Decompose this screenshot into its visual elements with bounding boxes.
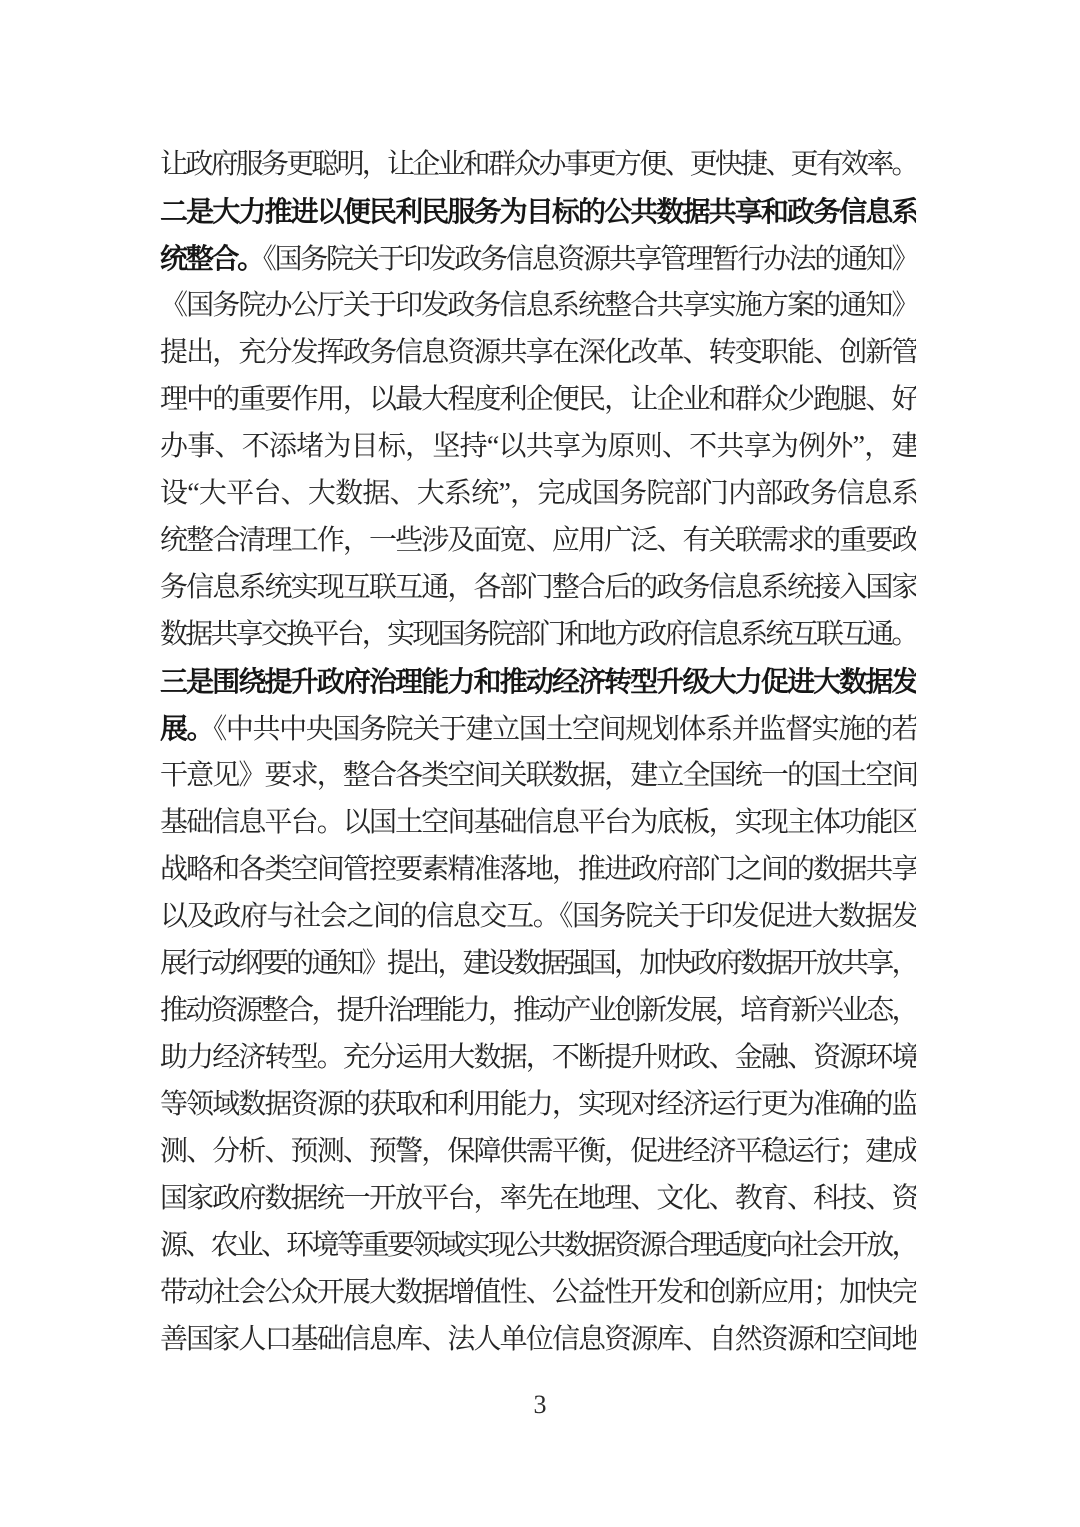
text-segment: 测、分析、预测、预警，保障供需平衡，促进经济平稳运行；建成 bbox=[160, 1136, 916, 1167]
text-segment: 推动资源整合，提升治理能力，推动产业创新发展，培育新兴业态， bbox=[160, 995, 916, 1026]
text-segment: 国家政府数据统一开放平台，率先在地理、文化、教育、科技、资 bbox=[160, 1183, 916, 1214]
text-line bbox=[160, 1222, 916, 1269]
text-segment: 理中的重要作用，以最大程度利企便民，让企业和群众少跑腿、好 bbox=[160, 384, 916, 415]
text-segment: 《国务院关于印发政务信息资源共享管理暂行办法的通知》 bbox=[262, 244, 916, 275]
text-segment: 设“大平台、大数据、大系统”，完成国务院部门内部政务信息系 bbox=[160, 478, 916, 509]
text-segment: 数据共享交换平台，实现国务院部门和地方政府信息系统互联互通。 bbox=[160, 619, 916, 650]
text-segment: 展行动纲要的通知》提出，建设数据强国，加快政府数据开放共享， bbox=[160, 948, 916, 979]
bold-heading-segment: 统整合。 bbox=[160, 243, 263, 274]
text-line bbox=[160, 1269, 916, 1316]
text-segment: 统整合清理工作，一些涉及面宽、应用广泛、有关联需求的重要政 bbox=[160, 525, 916, 556]
text-line bbox=[160, 470, 916, 517]
text-line bbox=[160, 611, 916, 658]
text-segment: 《国务院办公厅关于印发政务信息系统整合共享实施方案的通知》 bbox=[160, 290, 916, 321]
text-line bbox=[160, 564, 916, 611]
text-line bbox=[160, 376, 916, 423]
text-line bbox=[160, 987, 916, 1034]
document-body bbox=[160, 141, 916, 1363]
text-line bbox=[160, 705, 916, 752]
text-line bbox=[160, 658, 916, 705]
text-line bbox=[160, 235, 916, 282]
text-segment: 让政府服务更聪明，让企业和群众办事更方便、更快捷、更有效率。 bbox=[160, 149, 916, 180]
text-line bbox=[160, 423, 916, 470]
text-segment: 务信息系统实现互联互通，各部门整合后的政务信息系统接入国家 bbox=[160, 572, 916, 603]
text-segment: 战略和各类空间管控要素精准落地，推进政府部门之间的数据共享 bbox=[160, 854, 916, 885]
text-line bbox=[160, 1081, 916, 1128]
text-line bbox=[160, 282, 916, 329]
page-number: 3 bbox=[533, 1390, 547, 1419]
text-segment: 以及政府与社会之间的信息交互。《国务院关于印发促进大数据发 bbox=[160, 901, 916, 932]
bold-heading-segment: 三是围绕提升政府治理能力和推动经济转型升级大力促进大数据发 bbox=[160, 666, 916, 697]
text-line bbox=[160, 1034, 916, 1081]
text-segment: 办事、不添堵为目标，坚持“以共享为原则、不共享为例外”，建 bbox=[160, 431, 916, 462]
text-segment: 助力经济转型。充分运用大数据，不断提升财政、金融、资源环境 bbox=[160, 1042, 916, 1073]
text-line bbox=[160, 188, 916, 235]
text-line bbox=[160, 1175, 916, 1222]
bold-heading-segment: 展。 bbox=[160, 713, 214, 744]
bold-heading-segment: 二是大力推进以便民利民服务为目标的公共数据共享和政务信息系 bbox=[160, 196, 916, 227]
text-line bbox=[160, 141, 916, 188]
text-line bbox=[160, 846, 916, 893]
text-segment: 源、农业、环境等重要领域实现公共数据资源合理适度向社会开放， bbox=[160, 1230, 916, 1261]
text-line bbox=[160, 940, 916, 987]
text-line bbox=[160, 329, 916, 376]
text-line bbox=[160, 752, 916, 799]
text-segment: 带动社会公众开展大数据增值性、公益性开发和创新应用；加快完 bbox=[160, 1277, 916, 1308]
text-segment: 《中共中央国务院关于建立国土空间规划体系并监督实施的若 bbox=[213, 714, 916, 745]
page-footer bbox=[0, 1390, 1080, 1420]
text-line bbox=[160, 517, 916, 564]
text-line bbox=[160, 799, 916, 846]
text-segment: 善国家人口基础信息库、法人单位信息资源库、自然资源和空间地 bbox=[160, 1324, 916, 1355]
text-segment: 干意见》要求，整合各类空间关联数据，建立全国统一的国土空间 bbox=[160, 760, 916, 791]
text-segment: 提出，充分发挥政务信息资源共享在深化改革、转变职能、创新管 bbox=[160, 337, 916, 368]
text-line bbox=[160, 1128, 916, 1175]
text-line bbox=[160, 1316, 916, 1363]
text-line bbox=[160, 893, 916, 940]
text-segment: 等领域数据资源的获取和利用能力，实现对经济运行更为准确的监 bbox=[160, 1089, 916, 1120]
text-segment: 基础信息平台。以国土空间基础信息平台为底板，实现主体功能区 bbox=[160, 807, 916, 838]
